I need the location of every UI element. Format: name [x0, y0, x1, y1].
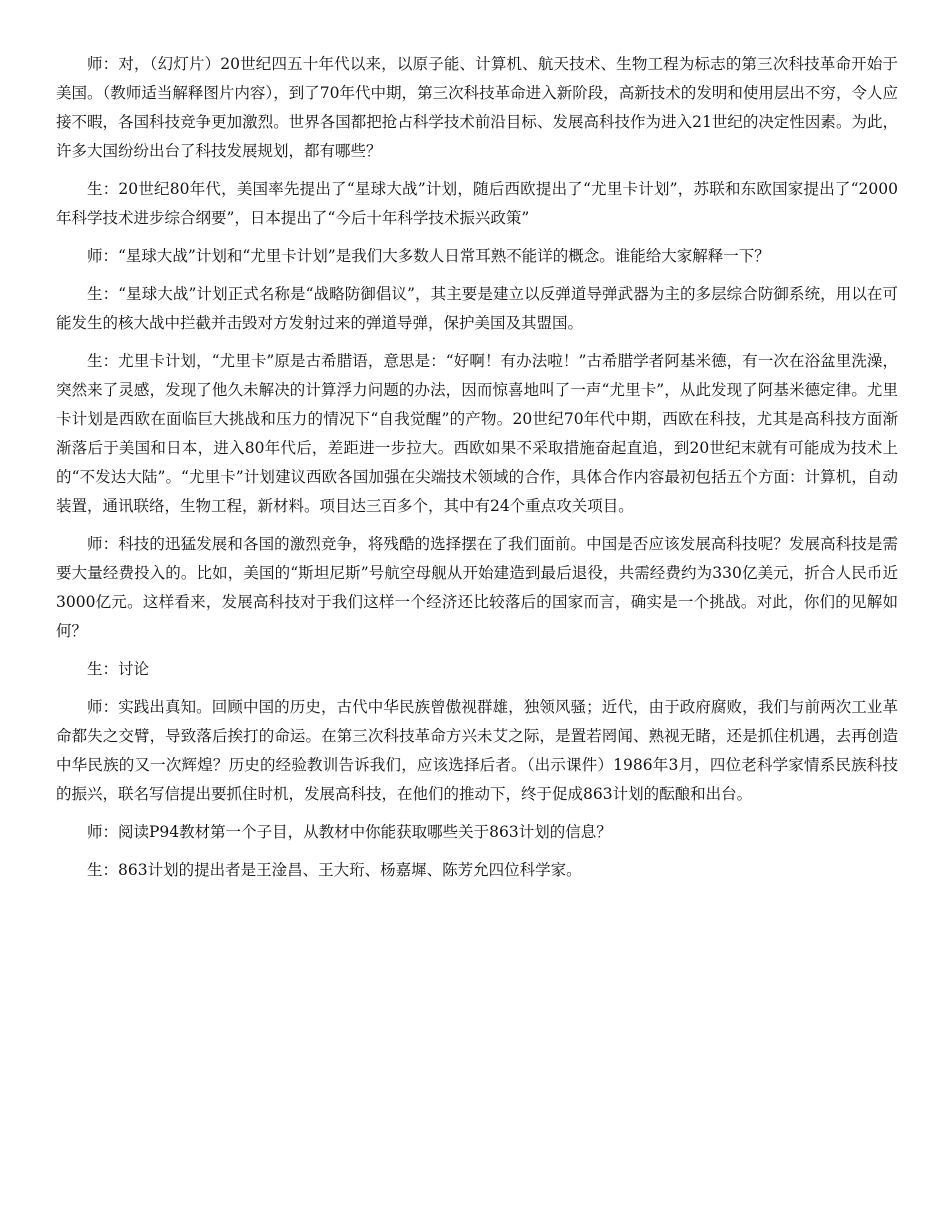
- paragraph-teacher-question: 师：“星球大战”计划和“尤里卡计划”是我们大多数人日常耳熟不能详的概念。谁能给大家解释一下？: [87, 247, 770, 265]
- paragraph-star-wars: 生：“星球大战”计划正式名称是“战略防御倡议”，其主要是建立以反弹道导弹武器为主的多层综合防御系统，用以在可能发生的核大战中拦截并击毁对方发射过来的弹道导弹，保护美国及其盟国。: [56, 285, 898, 332]
- paragraph-teacher-challenge: 师：科技的迅猛发展和各国的激烈竞争，将残酷的选择摆在了我们面前。中国是否应该发展高科技呢？发展高科技是需要大量经费投入的。比如，美国的“斯坦尼斯”号航空母舰从开始建造到最后退役，共需经费约为330亿美元，折合人民币近3000亿元。这样看来，发展高科技对于我们这样一个经济还比较落后的国家而言，确实是一个挑战。对此，你们的见解如何？: [56, 535, 898, 640]
- paragraph-student-863: 生：863计划的提出者是王淦昌、王大珩、杨嘉墀、陈芳允四位科学家。: [87, 861, 582, 879]
- paragraph-teacher-history: 师：实践出真知。回顾中国的历史，古代中华民族曾傲视群雄，独领风骚；近代，由于政府腐败，我们与前两次工业革命都失之交臂，导致落后挨打的命运。在第三次科技革命方兴未艾之际，是置若罔闻、熟视无睹，还是抓住机遇，去再创造中华民族的又一次辉煌？历史的经验教训告诉我们，应该选择后者。（出示课件）1986年3月，四位老科学家情系民族科技的振兴，联名写信提出要抓住时机，发展高科技，在他们的推动下，终于促成863计划的酝酿和出台。: [56, 698, 898, 803]
- paragraph-student-discussion: 生：讨论: [87, 660, 150, 678]
- paragraph-teacher-reading: 师：阅读P94教材第一个子目，从教材中你能获取哪些关于863计划的信息？: [87, 823, 612, 841]
- paragraph-student-plans: 生：20世纪80年代，美国率先提出了“星球大战”计划，随后西欧提出了“尤里卡计划”，苏联和东欧国家提出了“2000年科学技术进步综合纲要”，日本提出了“今后十年科学技术振兴政策”: [56, 180, 898, 227]
- paragraph-teacher-intro: 师：对，（幻灯片）20世纪四五十年代以来，以原子能、计算机、航天技术、生物工程为标志的第三次科技革命开始于美国。（教师适当解释图片内容），到了70年代中期，第三次科技革命进入新阶段，高新技术的发明和使用层出不穷，令人应接不暇，各国科技竞争更加激烈。世界各国都把抢占科学技术前沿目标、发展高科技作为进入21世纪的决定性因素。为此，许多大国纷纷出台了科技发展规划，都有哪些？: [56, 55, 898, 160]
- paragraph-eureka: 生：尤里卡计划，“尤里卡”原是古希腊语，意思是：“好啊！有办法啦！”古希腊学者阿基米德，有一次在浴盆里洗澡，突然来了灵感，发现了他久未解决的计算浮力问题的办法，因而惊喜地叫了一声“尤里卡”，从此发现了阿基米德定律。尤里卡计划是西欧在面临巨大挑战和压力的情况下“自我觉醒”的产物。20世纪70年代中期，西欧在科技，尤其是高科技方面渐渐落后于美国和日本，进入80年代后，差距进一步拉大。西欧如果不采取措施奋起直追，到20世纪末就有可能成为技术上的“不发达大陆”。“尤里卡”计划建议西欧各国加强在尖端技术领域的合作，具体合作内容最初包括五个方面：计算机，自动装置，通讯联络，生物工程，新材料。项目达三百多个，其中有24个重点攻关项目。: [56, 352, 898, 515]
